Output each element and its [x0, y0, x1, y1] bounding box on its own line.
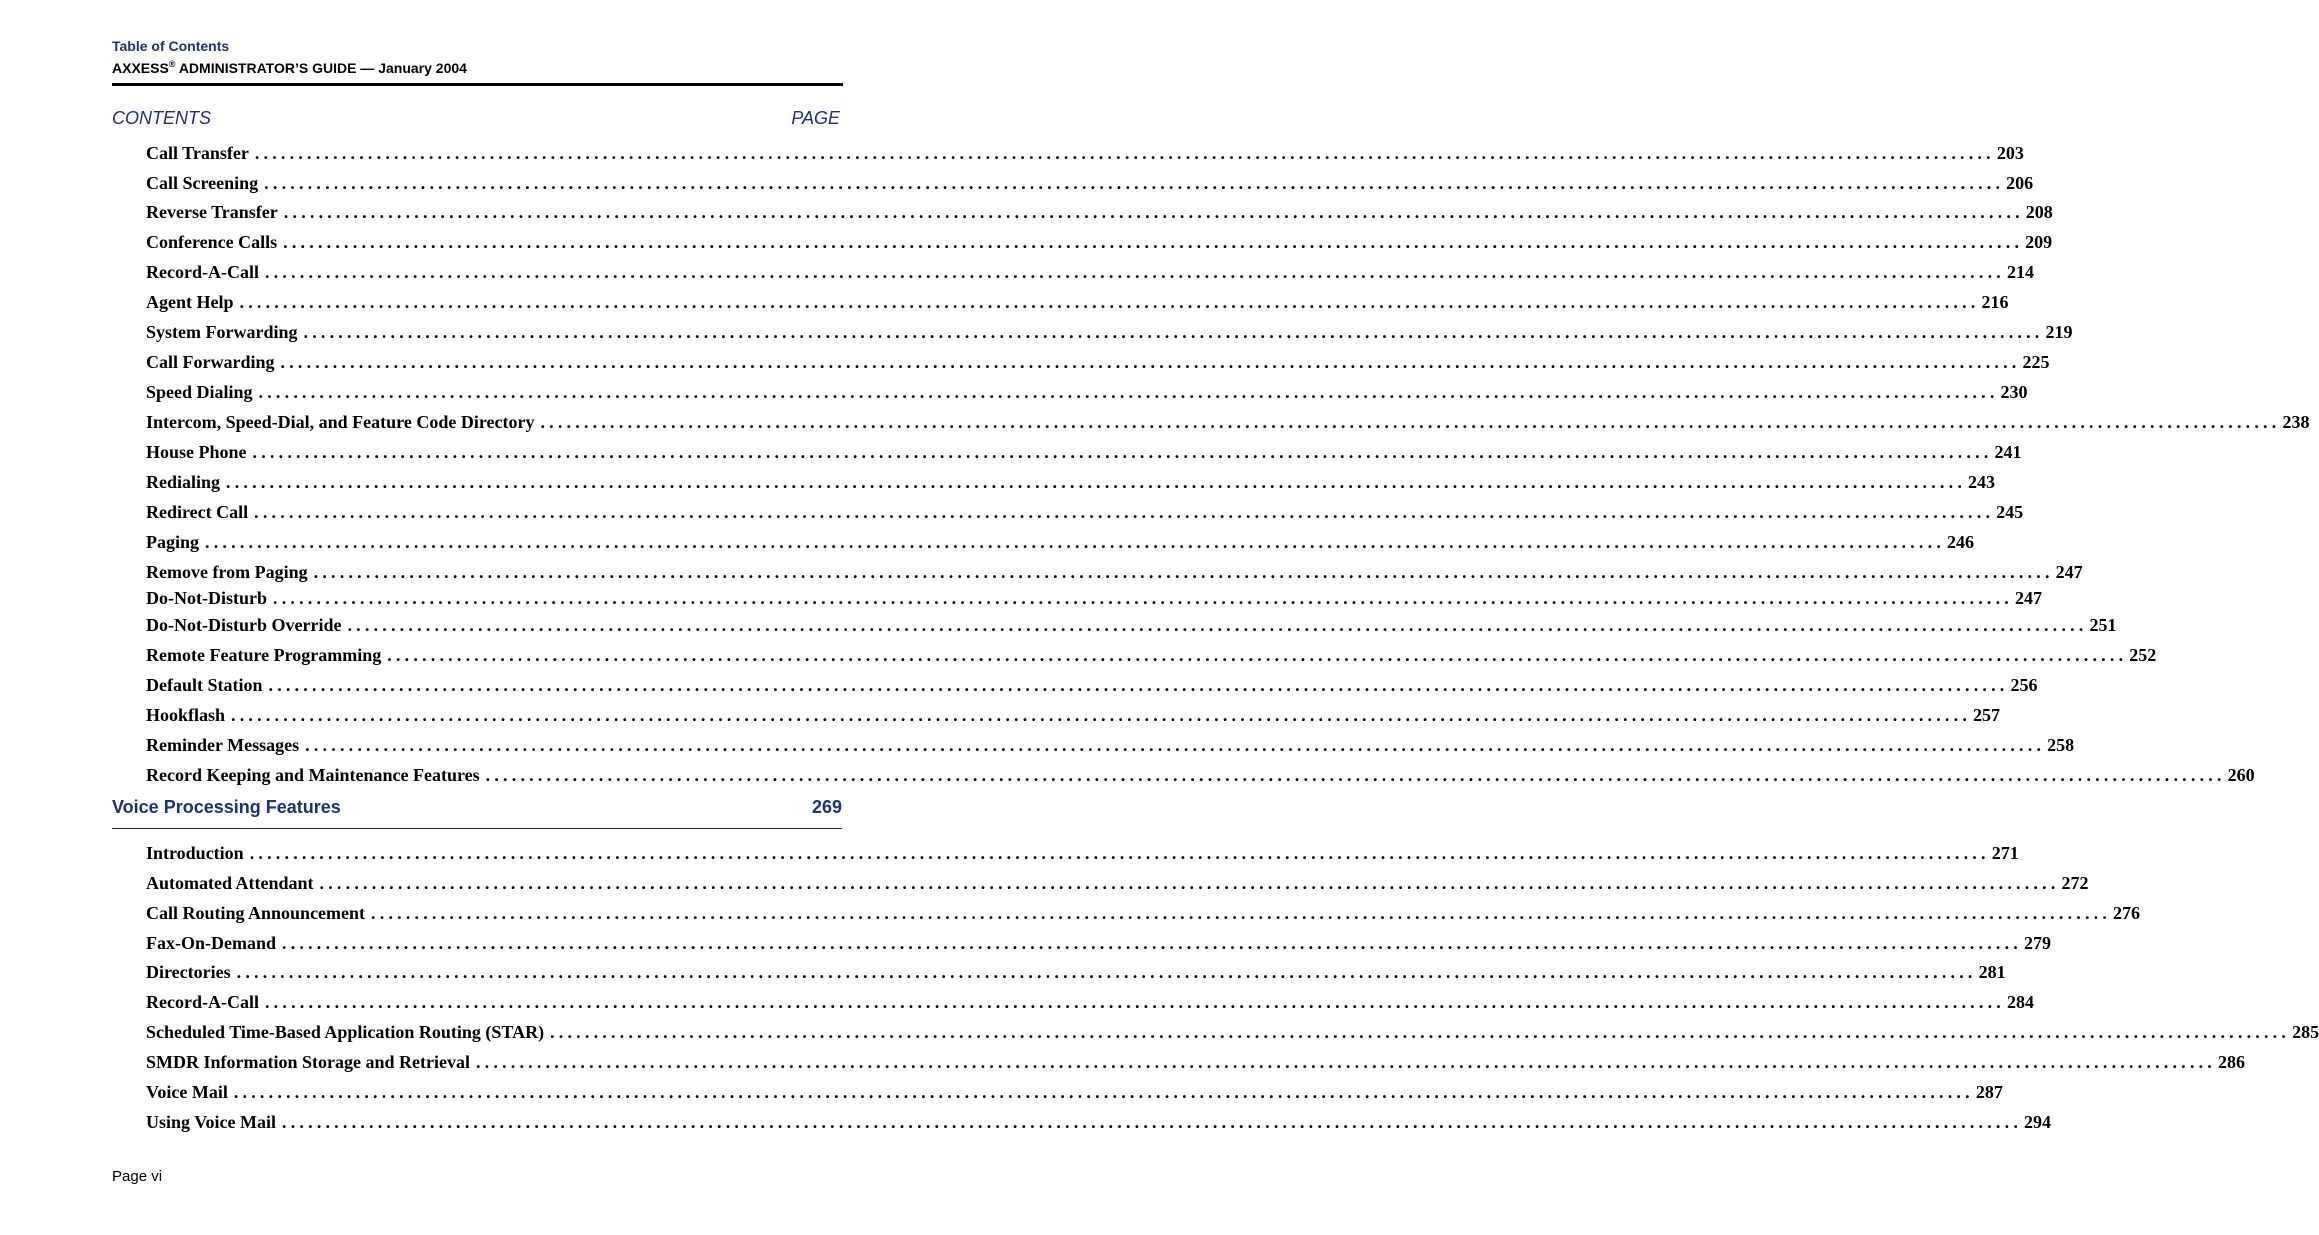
toc-entry-title: House Phone — [146, 442, 247, 462]
toc-entry-title: Default Station — [146, 675, 263, 695]
toc-entry[interactable] — [146, 961, 2006, 983]
toc-entry[interactable] — [146, 704, 2001, 726]
toc-entry-title: Call Forwarding — [146, 352, 275, 372]
toc-entry-title: Fax-On-Demand — [146, 933, 276, 953]
toc-entry[interactable] — [146, 902, 2141, 924]
toc-entry-page: 281 — [1978, 962, 2006, 982]
dot-leader: ........................................................................................................................................................................................................ — [475, 1052, 2216, 1072]
toc-entry-title: Record Keeping and Maintenance Features — [146, 765, 480, 785]
dot-leader: ........................................................................................................................................................................................................ — [303, 322, 2044, 342]
toc-entry-title: Do-Not-Disturb Override — [146, 615, 342, 635]
toc-entry[interactable] — [146, 764, 2255, 786]
toc-entry[interactable] — [146, 142, 2024, 164]
toc-entry[interactable] — [146, 321, 2073, 343]
toc-entry-page: 286 — [2217, 1052, 2245, 1072]
dot-leader: ........................................................................................................................................................................................................ — [264, 992, 2005, 1012]
dot-leader: ........................................................................................................................................................................................................ — [236, 962, 1977, 982]
toc-entry[interactable] — [146, 231, 2053, 253]
guide-title-prefix: AXXESS — [112, 60, 169, 76]
toc-entry-page: 238 — [2282, 412, 2310, 432]
toc-entry[interactable] — [146, 351, 2050, 373]
section-rule — [112, 828, 842, 829]
toc-entry[interactable] — [146, 561, 2083, 583]
guide-title-suffix: ADMINISTRATOR’S GUIDE — January 2004 — [175, 60, 467, 76]
toc-entry-page: 246 — [1947, 532, 1975, 552]
dot-leader: ........................................................................................................................................................................................................ — [282, 933, 2022, 953]
toc-entry-title: Using Voice Mail — [146, 1112, 277, 1132]
toc-entry-title: Remote Feature Programming — [146, 645, 382, 665]
dot-leader: ........................................................................................................................................................................................................ — [205, 532, 1946, 552]
toc-entry-page: 206 — [2006, 173, 2034, 193]
toc-entry[interactable] — [146, 441, 2022, 463]
section-page: 269 — [811, 797, 842, 817]
toc-entry-title: Call Transfer — [146, 143, 249, 163]
header-rule — [112, 83, 843, 86]
dot-leader: ........................................................................................................................................................................................................ — [319, 873, 2060, 893]
toc-entry[interactable] — [146, 587, 2042, 609]
toc-entry-page: 272 — [2061, 873, 2089, 893]
toc-entry-title: System Forwarding — [146, 322, 298, 342]
guide-title — [112, 60, 467, 76]
toc-entry-title: Record-A-Call — [146, 262, 259, 282]
toc-entry[interactable] — [146, 734, 2075, 756]
dot-leader: ........................................................................................................................................................................................................ — [387, 645, 2128, 665]
toc-entry-page: 219 — [2045, 322, 2073, 342]
dot-leader: ........................................................................................................................................................................................................ — [268, 675, 2009, 695]
dot-leader: ........................................................................................................................................................................................................ — [371, 903, 2112, 923]
running-header-label: Table of Contents — [112, 38, 230, 54]
section-title: Voice Processing Features — [112, 797, 341, 817]
toc-entry-title: Introduction — [146, 843, 244, 863]
toc-entry-title: Reminder Messages — [146, 735, 300, 755]
page-number-footer: Page vi — [112, 1168, 163, 1185]
dot-leader: ........................................................................................................................................................................................................ — [283, 202, 2024, 222]
toc-entry-title: Do-Not-Disturb — [146, 588, 267, 608]
toc-entry-title: Call Routing Announcement — [146, 903, 366, 923]
toc-entry-page: 230 — [2000, 382, 2028, 402]
toc-entry-title: SMDR Information Storage and Retrieval — [146, 1052, 470, 1072]
toc-entry-page: 203 — [1996, 143, 2024, 163]
dot-leader: ........................................................................................................................................................................................................ — [485, 765, 2226, 785]
toc-entry-page: 216 — [1981, 292, 2009, 312]
dot-leader: ........................................................................................................................................................................................................ — [273, 588, 2013, 608]
toc-entry[interactable] — [146, 1021, 2319, 1043]
toc-entry[interactable] — [146, 1111, 2052, 1133]
toc-entry-page: 241 — [1994, 442, 2022, 462]
dot-leader: ........................................................................................................................................................................................................ — [305, 735, 2046, 755]
dot-leader: ........................................................................................................................................................................................................ — [540, 412, 2281, 432]
dot-leader: ........................................................................................................................................................................................................ — [231, 705, 1972, 725]
dot-leader: ........................................................................................................................................................................................................ — [264, 262, 2005, 282]
toc-entry-title: Automated Attendant — [146, 873, 314, 893]
toc-entry-title: Remove from Paging — [146, 562, 308, 582]
toc-entry-page: 209 — [2025, 232, 2053, 252]
toc-entry[interactable] — [146, 501, 2024, 523]
dot-leader: ........................................................................................................................................................................................................ — [283, 232, 2024, 252]
dot-leader: ........................................................................................................................................................................................................ — [249, 843, 1990, 863]
page-column-heading: PAGE — [791, 108, 840, 128]
toc-entry-page: 271 — [1991, 843, 2019, 863]
toc-entry[interactable] — [146, 644, 2157, 666]
toc-entry-title: Voice Mail — [146, 1082, 228, 1102]
toc-entry[interactable] — [146, 614, 2117, 636]
toc-entry-page: 284 — [2006, 992, 2034, 1012]
toc-entry-title: Record-A-Call — [146, 992, 259, 1012]
toc-entry-page: 252 — [2129, 645, 2157, 665]
dot-leader: ........................................................................................................................................................................................................ — [280, 352, 2021, 372]
dot-leader: ........................................................................................................................................................................................................ — [233, 1082, 1974, 1102]
toc-entry[interactable] — [146, 531, 1975, 553]
toc-entry-page: 285 — [2292, 1022, 2319, 1042]
toc-entry-page: 243 — [1968, 472, 1996, 492]
toc-entry-title: Paging — [146, 532, 200, 552]
toc-entry-page: 257 — [1973, 705, 2001, 725]
toc-entry-title: Speed Dialing — [146, 382, 253, 402]
toc-entry-page: 287 — [1975, 1082, 2003, 1102]
section-heading[interactable] — [112, 797, 842, 818]
toc-entry-page: 245 — [1996, 502, 2024, 522]
toc-entry-title: Hookflash — [146, 705, 226, 725]
registered-mark: ® — [168, 59, 176, 69]
toc-entry-title: Redirect Call — [146, 502, 249, 522]
toc-entry[interactable] — [146, 1081, 2003, 1103]
toc-entry-page: 256 — [2010, 675, 2038, 695]
toc-entry-title: Call Screening — [146, 173, 259, 193]
dot-leader: ........................................................................................................................................................................................................ — [264, 173, 2005, 193]
toc-entry-page: 260 — [2227, 765, 2255, 785]
toc-entry-title: Conference Calls — [146, 232, 278, 252]
dot-leader: ........................................................................................................................................................................................................ — [239, 292, 1980, 312]
toc-entry-page: 279 — [2024, 933, 2051, 953]
toc-entry-page: 251 — [2089, 615, 2117, 635]
dot-leader: ........................................................................................................................................................................................................ — [313, 562, 2054, 582]
toc-entry[interactable] — [146, 842, 2019, 864]
toc-entry[interactable] — [146, 872, 2089, 894]
toc-entry[interactable] — [146, 1051, 2245, 1073]
toc-entry-title: Intercom, Speed-Dial, and Feature Code Directory — [146, 412, 535, 432]
toc-entry-title: Reverse Transfer — [146, 202, 278, 222]
dot-leader: ........................................................................................................................................................................................................ — [347, 615, 2088, 635]
toc-entry[interactable] — [146, 991, 2034, 1013]
toc-entry[interactable] — [146, 381, 2028, 403]
toc-entry[interactable] — [146, 291, 2009, 313]
toc-entry-title: Scheduled Time-Based Application Routing (STAR) — [146, 1022, 545, 1042]
dot-leader: ........................................................................................................................................................................................................ — [254, 502, 1995, 522]
toc-entry-page: 214 — [2006, 262, 2034, 282]
dot-leader: ........................................................................................................................................................................................................ — [550, 1022, 2291, 1042]
toc-entry-title: Directories — [146, 962, 231, 982]
contents-column-heading: CONTENTS — [112, 108, 211, 128]
toc-entry[interactable] — [146, 411, 2310, 433]
toc-entry[interactable] — [146, 201, 2053, 223]
toc-entry-page: 276 — [2113, 903, 2141, 923]
toc-entry[interactable] — [146, 261, 2034, 283]
toc-entry[interactable] — [146, 674, 2038, 696]
toc-entry-page: 247 — [2015, 588, 2042, 608]
toc-entry-page: 294 — [2024, 1112, 2052, 1132]
toc-entry-page: 208 — [2025, 202, 2053, 222]
dot-leader: ........................................................................................................................................................................................................ — [254, 143, 1995, 163]
dot-leader: ........................................................................................................................................................................................................ — [252, 442, 1993, 462]
toc-entry-title: Redialing — [146, 472, 221, 492]
toc-entry[interactable] — [146, 172, 2034, 194]
toc-entry-title: Agent Help — [146, 292, 234, 312]
dot-leader: ........................................................................................................................................................................................................ — [282, 1112, 2023, 1132]
toc-entry-page: 258 — [2047, 735, 2075, 755]
dot-leader: ........................................................................................................................................................................................................ — [226, 472, 1967, 492]
toc-entry-page: 247 — [2055, 562, 2083, 582]
toc-entry-page: 225 — [2022, 352, 2050, 372]
dot-leader: ........................................................................................................................................................................................................ — [258, 382, 1999, 402]
toc-entry[interactable] — [146, 932, 2051, 954]
toc-entry[interactable] — [146, 471, 1996, 493]
